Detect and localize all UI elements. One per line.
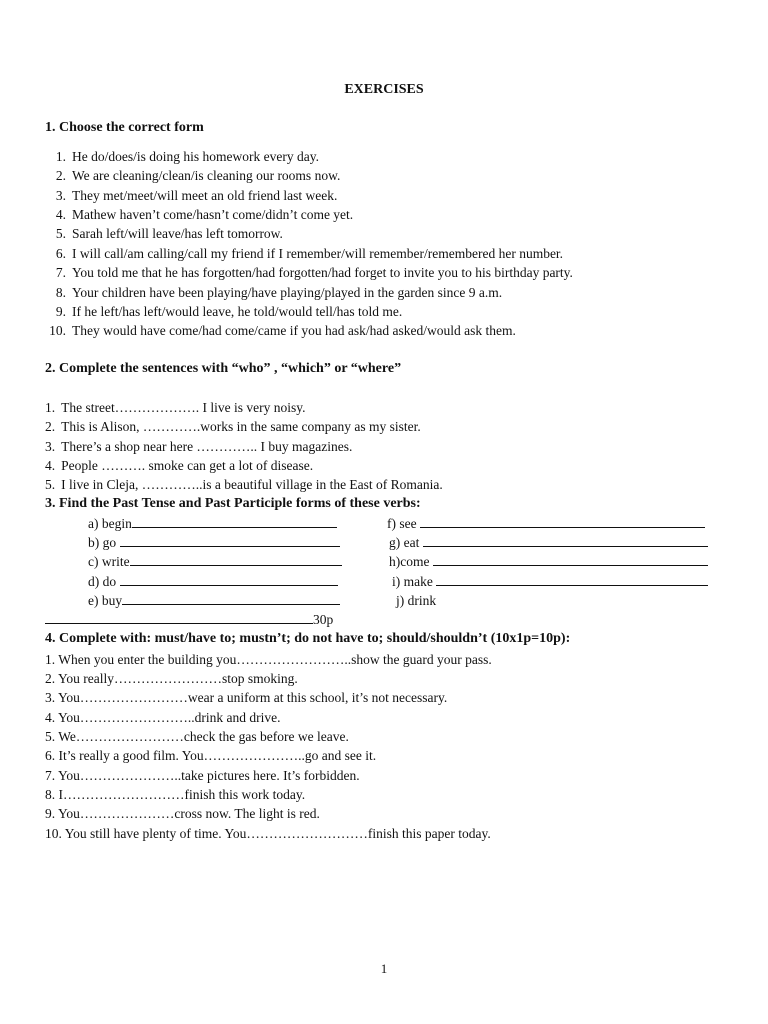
verb-row: d) do [88,573,338,591]
answer-blank[interactable] [130,553,342,566]
list-item: 1. When you enter the building you……………………..show the guard your pass. [45,652,492,667]
answer-blank[interactable] [122,592,340,605]
verb-row: g) eat [389,534,708,552]
list-item: 5. I live in Cleja, …………..is a beautiful village in the East of Romania. [45,477,443,492]
verb-row: c) write [88,553,342,571]
score-line [45,611,333,629]
list-item: 6. I will call/am calling/call my friend if I remember/will remember/remembered her number. [55,246,564,261]
list-item: 3. You……………………wear a uniform at this school, it’s not necessary. [45,690,448,705]
list-item: 9. You…………………cross now. The light is red. [45,806,320,821]
exercise-4-heading: 4. Complete with: must/have to; mustn’t; do not have to; should/shouldn’t (10x1p=10p): [45,631,571,646]
list-item: 4. People ………. smoke can get a lot of disease. [45,458,314,473]
list-item: 6. It’s really a good film. You…………………..go and see it. [45,748,377,763]
answer-blank[interactable] [423,534,708,547]
verb-row: a) begin [88,515,337,533]
list-item: 7. You…………………..take pictures here. It’s forbidden. [45,768,360,783]
score-label: 30p [313,612,334,627]
exercise-3-heading: 3. Find the Past Tense and Past Participle forms of these verbs: [45,496,421,511]
list-item: 9. If he left/has left/would leave, he told/would tell/has told me. [55,304,403,319]
verb-row: i) make [392,573,708,591]
list-item: 1. The street………………. I live is very noisy. [45,400,306,415]
verb-row: j) drink [396,593,437,608]
verb-row: e) buy [88,592,340,610]
answer-blank[interactable] [132,515,337,528]
list-item: 10. You still have plenty of time. You………………………finish this paper today. [45,826,491,841]
list-item: 4. Mathew haven’t come/hasn’t come/didn’t come yet. [55,207,354,222]
list-item: 10. They would have come/had come/came if you had ask/had asked/would ask them. [49,323,516,338]
list-item: 8. Your children have been playing/have playing/played in the garden since 9 a.m. [55,285,503,300]
list-item: 3. There’s a shop near here ………….. I buy magazines. [45,439,353,454]
answer-blank[interactable] [420,515,705,528]
page-title: EXERCISES [344,82,424,97]
verb-row: f) see [387,515,705,533]
answer-blank[interactable] [433,553,708,566]
list-item: 7. You told me that he has forgotten/had forgotten/had forget to invite you to his birthday party. [55,265,573,280]
list-item: 1. He do/does/is doing his homework every day. [55,149,319,164]
exercise-1-heading: 1. Choose the correct form [45,120,204,135]
answer-blank[interactable] [120,534,340,547]
exercise-2-heading: 2. Complete the sentences with “who” , “which” or “where” [45,361,402,376]
score-blank[interactable] [45,611,313,624]
answer-blank[interactable] [120,573,338,586]
list-item: 5. We……………………check the gas before we leave. [45,729,349,744]
page-number: 1 [380,961,388,976]
list-item: 8. I………………………finish this work today. [45,787,306,802]
verb-row: b) go [88,534,340,552]
list-item: 2. You really……………………stop smoking. [45,671,298,686]
answer-blank[interactable] [436,573,708,586]
list-item: 2. This is Alison, ………….works in the same company as my sister. [45,419,421,434]
verb-row: h)come [389,553,708,571]
list-item: 2. We are cleaning/clean/is cleaning our rooms now. [55,168,341,183]
list-item: 4. You……………………..drink and drive. [45,710,281,725]
list-item: 5. Sarah left/will leave/has left tomorrow. [55,226,283,241]
list-item: 3. They met/meet/will meet an old friend last week. [55,188,338,203]
